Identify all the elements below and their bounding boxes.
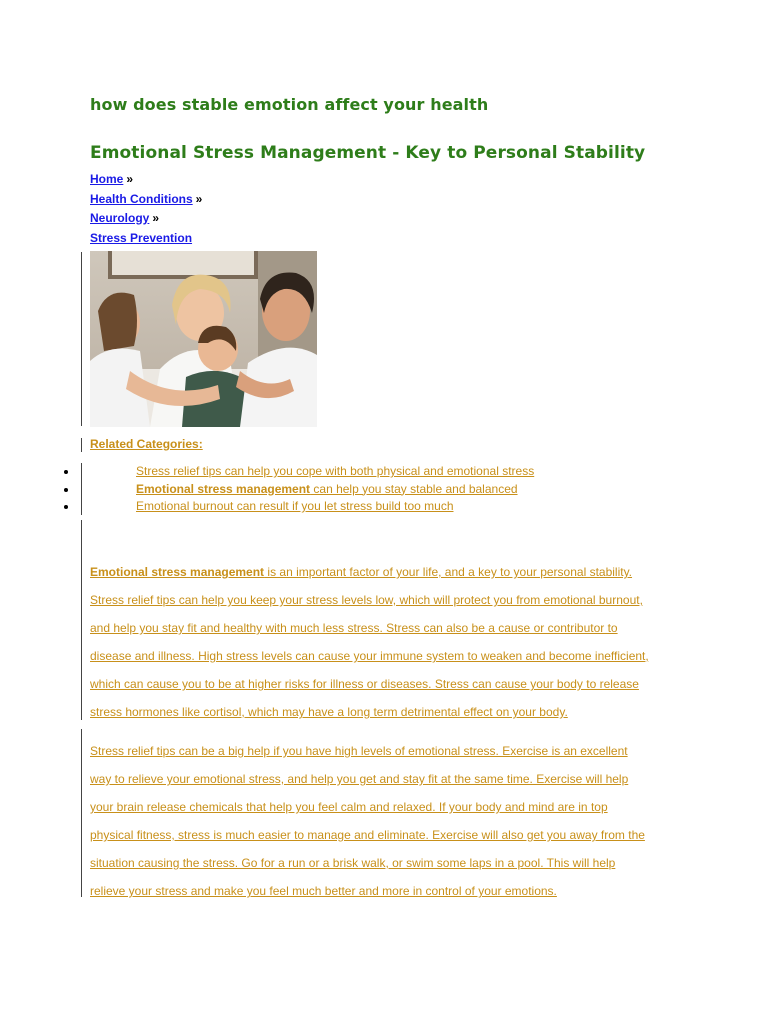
bullet-icon [64,488,68,492]
related-link-text: can help you stay stable and balanced [310,481,518,496]
paragraph-line[interactable]: which can cause you to be at higher risks for illness or diseases. Stress can cause your body to release [90,677,639,691]
related-link-text: Emotional burnout can result if you let stress build too much [136,499,454,513]
related-link-emotional-burnout[interactable] [136,498,454,516]
breadcrumb [90,170,202,248]
bullet-icon [64,470,68,474]
family-photo [90,251,317,427]
paragraph-line[interactable] [90,558,649,586]
quote-bar [81,729,82,897]
paragraph-2 [90,737,645,905]
paragraph-lead-bold: Emotional stress management [90,565,265,579]
breadcrumb-row [90,229,202,249]
family-photo-icon [90,251,317,427]
paragraph-line[interactable]: Stress relief tips can help you keep your stress levels low, which will protect you from emotional burnout, [90,593,643,607]
breadcrumb-row [90,209,202,229]
quote-bar [81,520,82,720]
breadcrumb-neurology-link[interactable]: Neurology [90,211,150,225]
breadcrumb-separator: » [126,172,134,186]
breadcrumb-health-conditions-link[interactable]: Health Conditions [90,191,193,206]
breadcrumb-home-link[interactable]: Home [90,172,124,186]
quote-bar [81,438,82,452]
breadcrumb-row [90,170,202,190]
breadcrumb-stress-prevention-link[interactable]: Stress Prevention [90,230,193,245]
paragraph-line[interactable]: your brain release chemicals that help you feel calm and relaxed. If your body and mind are in top [90,800,608,814]
quote-bar [81,463,82,515]
article-title: Emotional Stress Management - Key to Personal Stability [90,143,646,163]
page-heading: how does stable emotion affect your health [90,95,489,114]
related-categories-label: Related Categories: [90,437,203,451]
breadcrumb-separator: » [152,211,160,225]
related-link-bold: Emotional stress management [136,481,311,496]
paragraph-line[interactable]: situation causing the stress. Go for a run or a brisk walk, or swim some laps in a pool. This will help [90,856,616,870]
breadcrumb-row [90,190,202,210]
paragraph-line[interactable]: disease and illness. High stress levels can cause your immune system to weaken and become inefficient, [90,649,649,663]
paragraph-line[interactable]: way to relieve your emotional stress, and help you get and stay fit at the same time. Exercise will help [90,772,629,786]
paragraph-line[interactable]: physical fitness, stress is much easier to manage and eliminate. Exercise will also get you away from the [90,828,645,842]
related-link-text: Stress relief tips can help you cope with both physical and emotional stress [136,464,535,478]
paragraph-line[interactable]: Stress relief tips can be a big help if you have high levels of emotional stress. Exercise is an excellent [90,744,628,758]
paragraph-line[interactable]: stress hormones like cortisol, which may have a long term detrimental effect on your body. [90,705,568,719]
quote-bar [81,252,82,426]
paragraph-line[interactable]: relieve your stress and make you feel much better and more in control of your emotions. [90,884,557,898]
related-link-stress-relief[interactable] [136,463,534,481]
related-link-emotional-stress-management[interactable] [136,481,518,499]
bullet-icon [64,505,68,509]
paragraph-1 [90,558,649,726]
breadcrumb-separator: » [195,191,203,206]
paragraph-line[interactable]: and help you stay fit and healthy with much less stress. Stress can also be a cause or contributor to [90,621,618,635]
paragraph-line-text: is an important factor of your life, and a key to your personal stability. [264,565,633,579]
